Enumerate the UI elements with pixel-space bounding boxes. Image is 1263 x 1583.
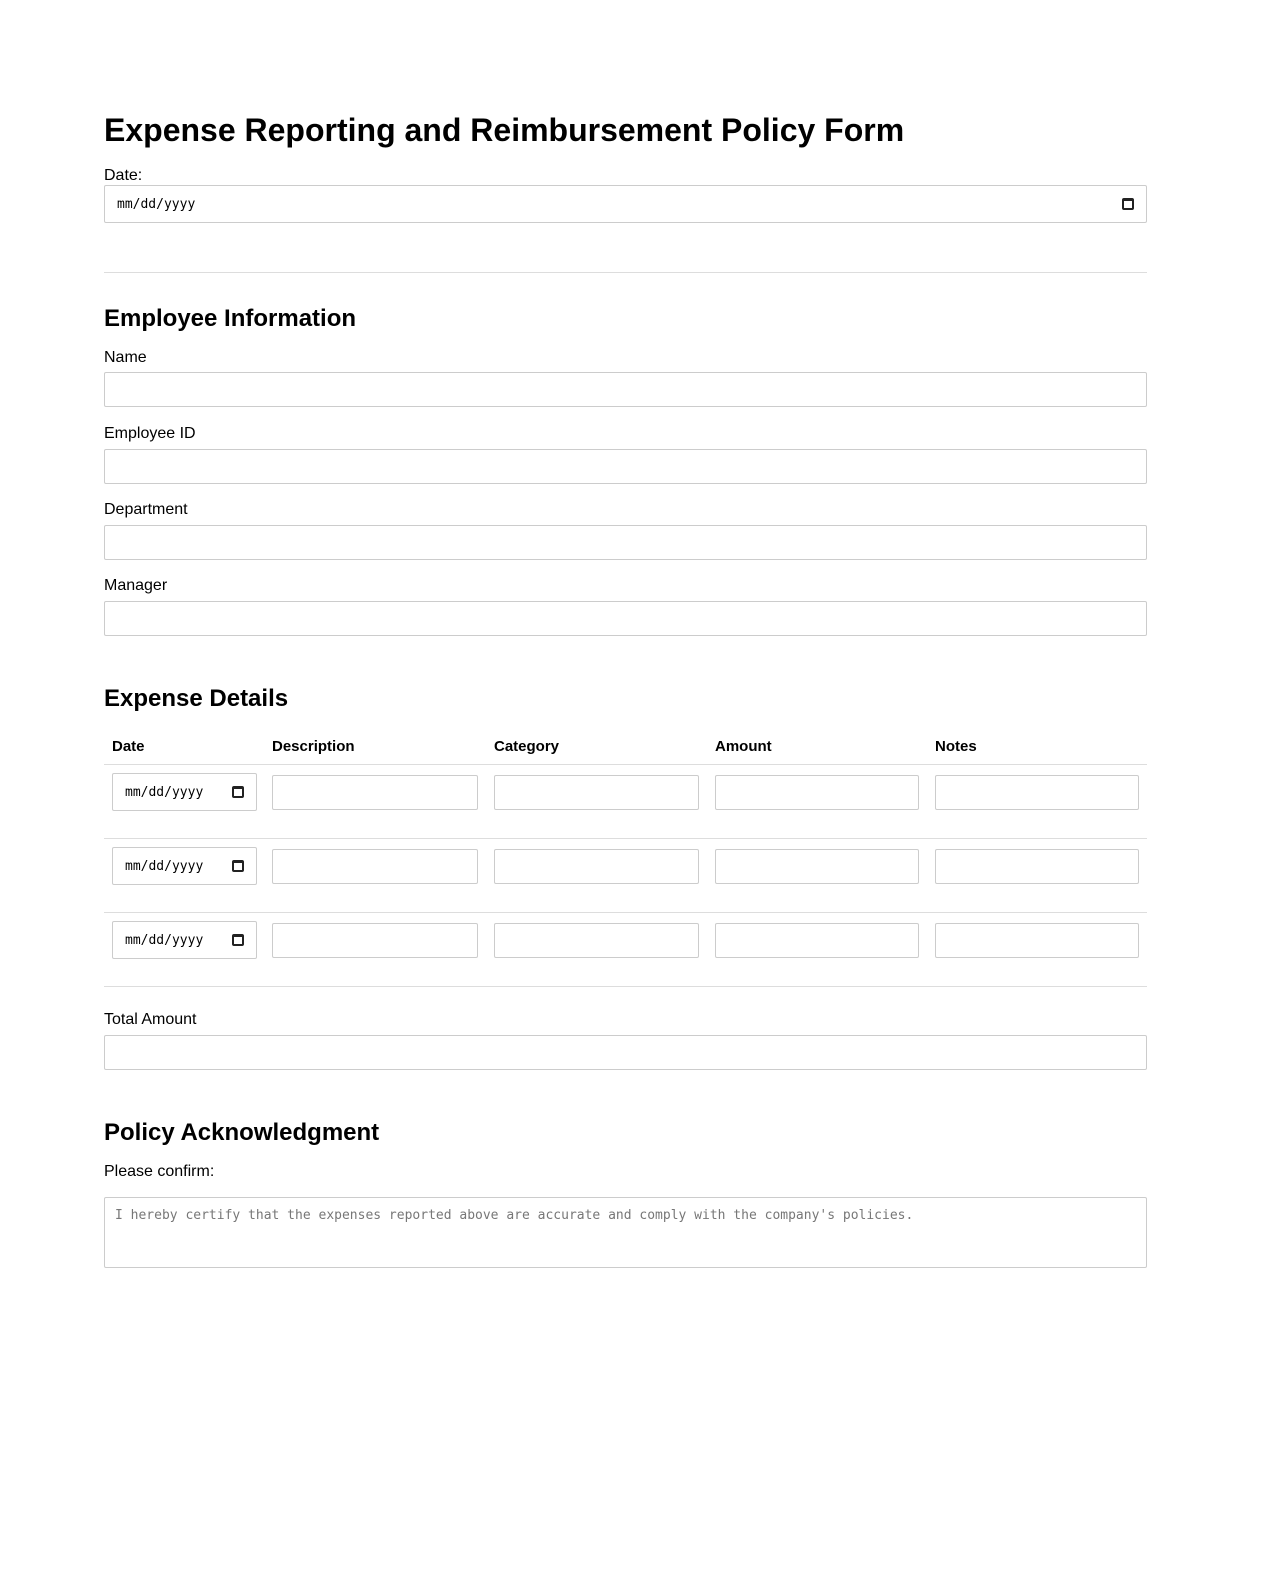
confirm-label: Please confirm: [104,1163,215,1180]
date-input[interactable] [104,185,1147,223]
calendar-icon[interactable] [232,934,244,946]
department-input[interactable] [104,525,1147,560]
calendar-icon[interactable] [1122,198,1134,210]
row-date-input[interactable] [112,847,257,885]
column-header-notes: Notes [935,738,977,755]
row-category-input[interactable] [494,923,699,958]
employee-section-heading: Employee Information [104,305,357,332]
column-header-category: Category [494,738,560,755]
calendar-icon[interactable] [232,860,244,872]
row-amount-input[interactable] [715,923,919,958]
row-category-input[interactable] [494,775,699,810]
row-divider [104,838,1147,839]
policy-section-heading: Policy Acknowledgment [104,1119,380,1146]
calendar-icon[interactable] [232,786,244,798]
name-label: Name [104,349,147,366]
page-title: Expense Reporting and Reimbursement Policy Form [104,112,905,148]
header-divider [104,764,1147,765]
row-description-input[interactable] [272,775,478,810]
row-category-input[interactable] [494,849,699,884]
row-divider [104,912,1147,913]
column-header-amount: Amount [715,738,772,755]
row-date-placeholder: mm/dd/yyyy [125,858,204,874]
row-description-input[interactable] [272,849,478,884]
employee-id-input[interactable] [104,449,1147,484]
row-notes-input[interactable] [935,775,1139,810]
row-divider [104,986,1147,987]
column-header-date: Date [112,738,145,755]
name-input[interactable] [104,372,1147,407]
row-amount-input[interactable] [715,849,919,884]
expense-section-heading: Expense Details [104,685,289,712]
date-placeholder: mm/dd/yyyy [117,196,196,212]
row-date-placeholder: mm/dd/yyyy [125,784,204,800]
manager-input[interactable] [104,601,1147,636]
department-label: Department [104,501,188,518]
row-date-input[interactable] [112,773,257,811]
row-date-placeholder: mm/dd/yyyy [125,932,204,948]
column-header-description: Description [272,738,355,755]
employee-id-label: Employee ID [104,425,196,442]
date-label: Date: [104,167,143,184]
acknowledgment-textarea[interactable] [104,1197,1147,1268]
total-amount-label: Total Amount [104,1011,197,1028]
row-amount-input[interactable] [715,775,919,810]
divider [104,272,1147,273]
row-notes-input[interactable] [935,849,1139,884]
row-date-input[interactable] [112,921,257,959]
total-amount-input[interactable] [104,1035,1147,1070]
row-notes-input[interactable] [935,923,1139,958]
row-description-input[interactable] [272,923,478,958]
manager-label: Manager [104,577,168,594]
